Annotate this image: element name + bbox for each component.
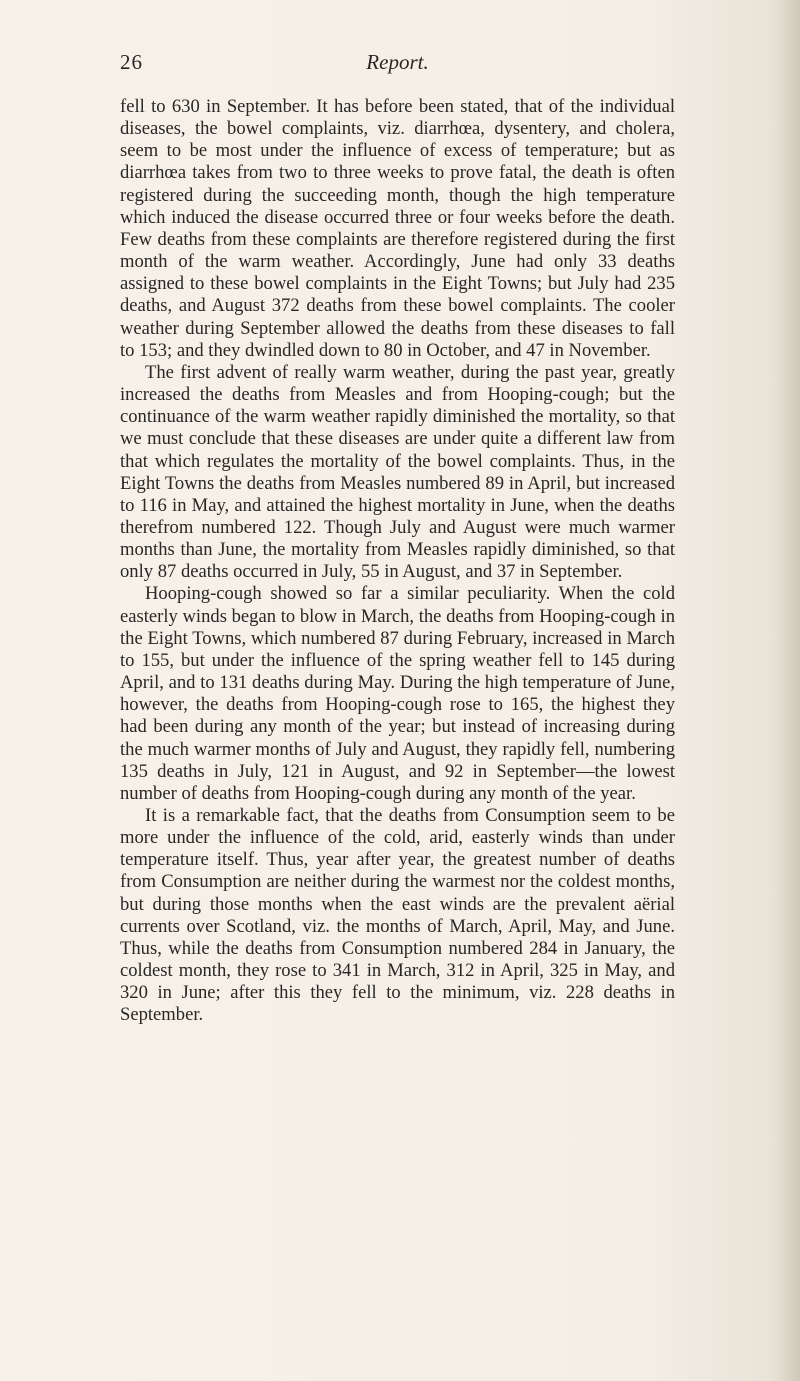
paragraph-hooping-cough: Hooping-cough showed so far a similar peculiarity. When the cold easterly winds began to blow in March, the deaths from Hooping-cough in the Eight Towns, which numbered 87 during February, increased in March to 155, but under the influence of the spring weather fell to 145 during April, and to 131 deaths during May. During the high temperature of June, however, the deaths from Hooping-cough rose to 165, the highest they had been during any month of the year; but instead of increasing during the much warmer months of July and August, they rapidly fell, numbering 135 deaths in July, 121 in August, and 92 in September—the lowest number of deaths from Hooping-cough during any month of the year. (120, 583, 675, 804)
paragraph-bowel-complaints: fell to 630 in September. It has before been stated, that of the individual diseases, the bowel complaints, viz. diarrhœa, dysentery, and cholera, seem to be most under the influence of excess of temperature; but as diarrhœa takes from two to three weeks to prove fatal, the death is often registered during the succeeding month, though the high temperature which induced the disease occurred three or four weeks before the death. Few deaths from these complaints are therefore registered during the first month of the warm weather. Accordingly, June had only 33 deaths assigned to these bowel complaints in the Eight Towns; but July had 235 deaths, and August 372 deaths from these bowel complaints. The cooler weather during September allowed the deaths from these diseases to fall to 153; and they dwindled down to 80 in October, and 47 in November. (120, 96, 675, 361)
page-edge-shadow (778, 0, 800, 1381)
running-title: Report. (366, 50, 429, 74)
page-number: 26 (120, 50, 143, 74)
paragraph-consumption: It is a remarkable fact, that the deaths from Consumption seem to be more under the influence of the cold, arid, easterly winds than under temperature itself. Thus, year after year, the greatest number of deaths from Consumption are neither during the warmest nor the coldest months, but during those months when the east winds are the prevalent aërial currents over Scotland, viz. the months of March, April, May, and June. Thus, while the deaths from Consumption numbered 284 in January, the coldest month, they rose to 341 in March, 312 in April, 325 in May, and 320 in June; after this they fell to the minimum, viz. 228 deaths in September. (120, 805, 675, 1026)
paragraph-measles: The first advent of really warm weather, during the past year, greatly increased the deaths from Measles and from Hooping-cough; but the continuance of the warm weather rapidly diminished the mortality, so that we must conclude that these diseases are under quite a different law from that which regulates the mortality of the bowel complaints. Thus, in the Eight Towns the deaths from Measles numbered 89 in April, but increased to 116 in May, and attained the highest mortality in June, when the deaths therefrom numbered 122. Though July and August were much warmer months than June, the mortality from Measles rapidly diminished, so that only 87 deaths occurred in July, 55 in August, and 37 in September. (120, 361, 675, 583)
body-text (120, 96, 675, 1027)
page-header (120, 50, 675, 80)
